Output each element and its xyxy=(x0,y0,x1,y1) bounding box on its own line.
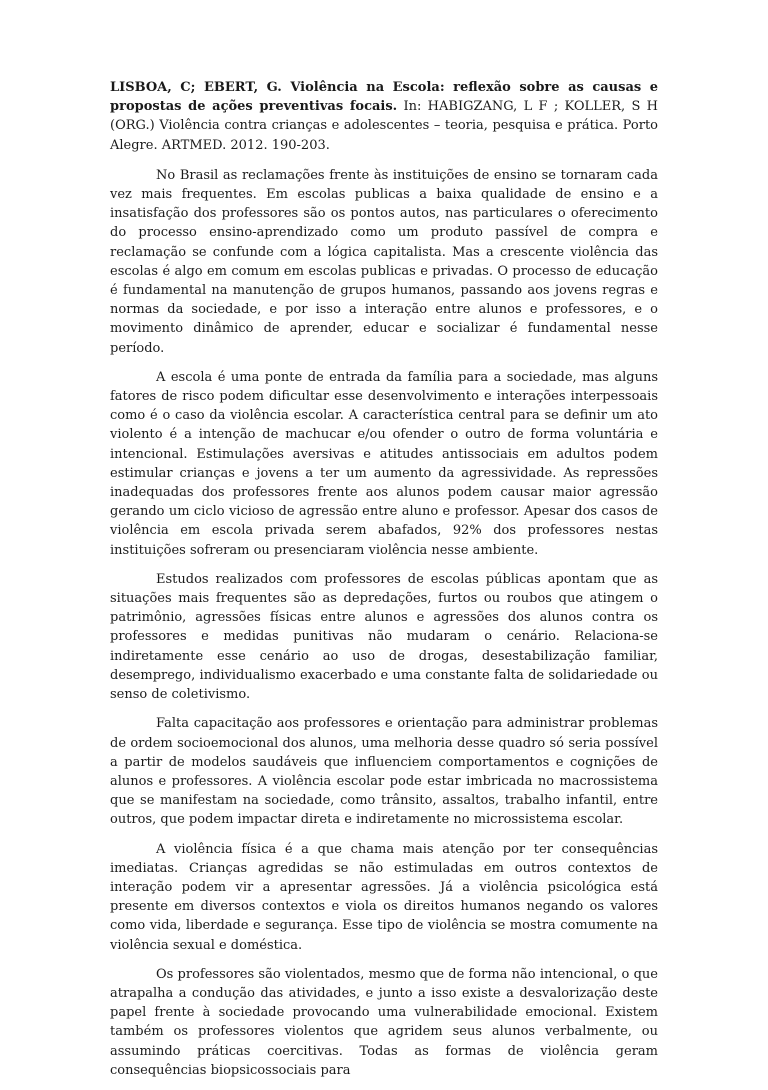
paragraph-5: A violência física é a que chama mais atenção por ter consequências imediatas. Crianças agredidas se não estimuladas em outros contextos de interação podem vir a apresentar agressões. Já a violência psicológica está presente em diversos contextos e viola os direitos humanos negando os valores como vida, liberdade e segurança. Esse tipo de violência se mostra comumente na violência sexual e doméstica. xyxy=(110,841,658,953)
paragraph-2: A escola é uma ponte de entrada da família para a sociedade, mas alguns fatores de risco podem dificultar esse desenvolvimento e interações interpessoais como é o caso da violência escolar. A característica central para se definir um ato violento é a intenção de machucar e/ou ofender o outro de forma voluntária e intencional. Estimulações aversivas e atitudes antissociais em adultos podem estimular crianças e jovens a ter um aumento da agressividade. As repressões inadequadas dos professores frente aos alunos podem causar maior agressão gerando um ciclo vicioso de agressão entre aluno e professor. Apesar dos casos de violência em escola privada serem abafados, 92% dos professores nestas instituições sofreram ou presenciaram violência nesse ambiente. xyxy=(110,369,658,558)
citation-source: In: HABIGZANG, L F ; KOLLER, S H (ORG.) Violência contra crianças e adolescentes – teoria, pesquisa e prática. Porto Alegre. ARTMED. 2012. 190-203. xyxy=(110,99,658,153)
paragraph-1: No Brasil as reclamações frente às instituições de ensino se tornaram cada vez mais frequentes. Em escolas publicas a baixa qualidade de ensino e a insatisfação dos professores são os pontos autos, nas particulares o oferecimento do processo ensino-aprendizado como um produto passível de compra e reclamação se confunde com a lógica capitalista. Mas a crescente violência das escolas é algo em comum em escolas publicas e privadas. O processo de educação é fundamental na manutenção de grupos humanos, passando aos jovens regras e normas da sociedade, e por isso a interação entre alunos e professores, e o movimento dinâmico de aprender, educar e socializar é fundamental nesse período. xyxy=(110,167,658,356)
citation-reference xyxy=(110,78,658,155)
paragraph-4: Falta capacitação aos professores e orientação para administrar problemas de ordem socioemocional dos alunos, uma melhoria desse quadro só seria possível a partir de modelos saudáveis que influenciem comportamentos e cognições de alunos e professores. A violência escolar pode estar imbricada no macrossistema que se manifestam na sociedade, como trânsito, assaltos, trabalho infantil, entre outros, que podem impactar direta e indiretamente no microssistema escolar. xyxy=(110,716,658,828)
paragraph-3: Estudos realizados com professores de escolas públicas apontam que as situações mais frequentes são as depredações, furtos ou roubos que atingem o patrimônio, agressões físicas entre alunos e agressões dos alunos contra os professores e medidas punitivas não mudaram o cenário. Relaciona-se indiretamente esse cenário ao uso de drogas, desestabilização familiar, desemprego, individualismo exacerbado e uma constante falta de solidariedade ou senso de coletivismo. xyxy=(110,571,658,703)
citation-title: Violência na Escola: reflexão sobre as causas e propostas de ações preventivas focais. xyxy=(110,80,658,115)
document-page xyxy=(110,78,658,1090)
paragraph-6: Os professores são violentados, mesmo que de forma não intencional, o que atrapalha a condução das atividades, e junto a isso existe a desvalorização deste papel frente à sociedade provocando uma vulnerabilidade emocional. Existem também os professores violentos que agridem seus alunos verbalmente, ou assumindo práticas coercitivas. Todas as formas de violência geram consequências biopsicossociais para xyxy=(110,966,658,1078)
citation-authors: LISBOA, C; EBERT, G. xyxy=(110,80,291,95)
